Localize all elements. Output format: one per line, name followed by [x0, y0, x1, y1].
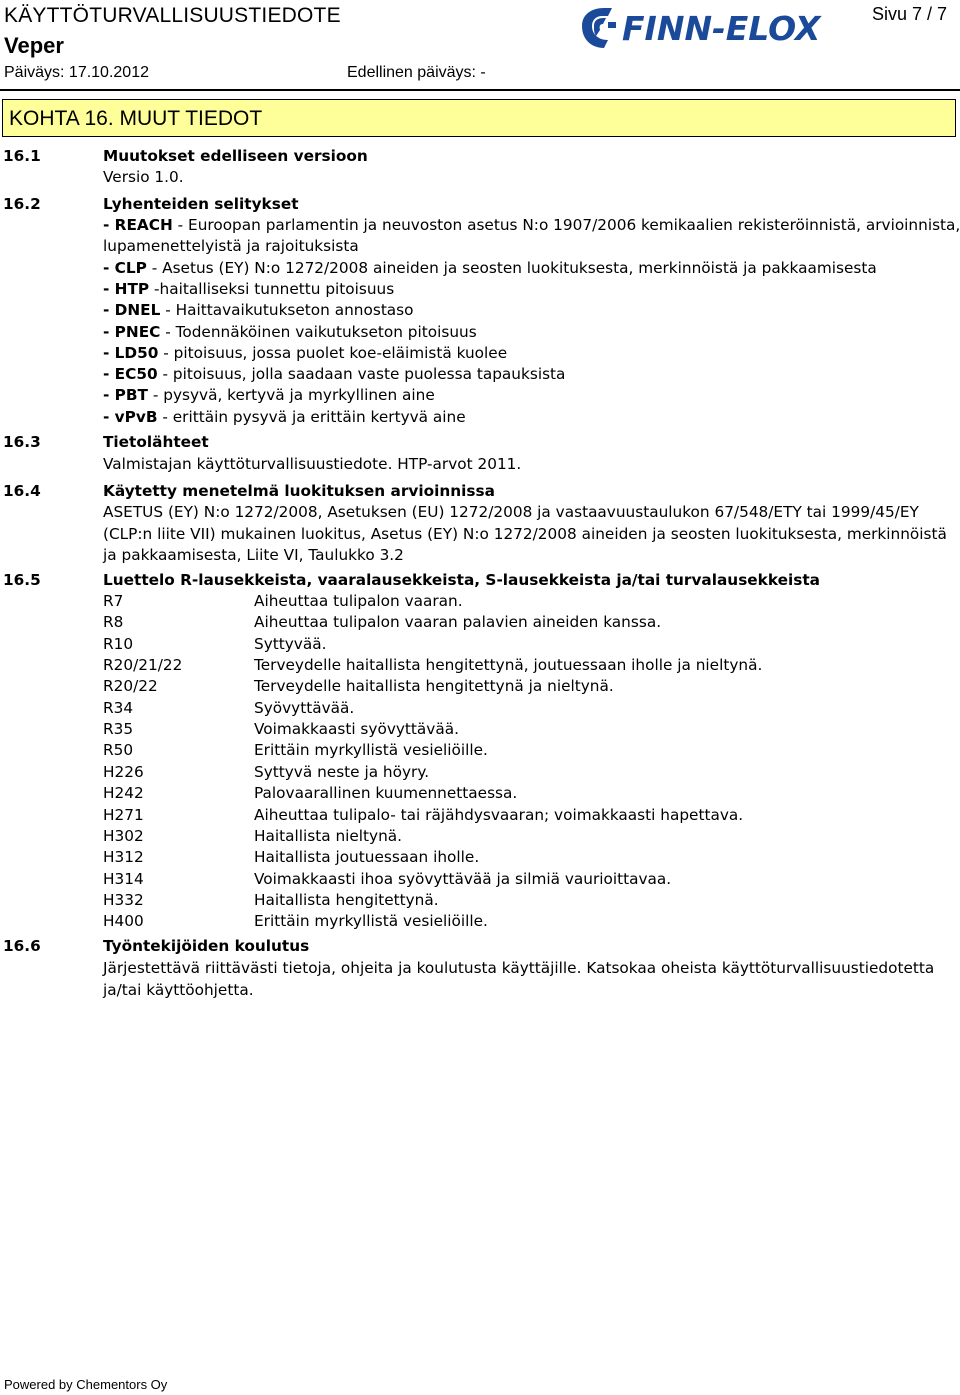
subsection-number: 16.3 — [3, 433, 41, 451]
method-text-line: ASETUS (EY) N:o 1272/2008, Asetuksen (EU) 1272/2008 ja vastaavuustaulukon 67/548/ETY tai 1999/45/EY — [103, 503, 919, 521]
abbreviation-term: - vPvB — [103, 407, 158, 426]
phrase-text: Voimakkaasti ihoa syövyttävää ja silmiä vaurioittavaa. — [254, 869, 672, 888]
subsection-title: Työntekijöiden koulutus — [103, 937, 310, 955]
header-divider — [0, 89, 960, 91]
abbreviation-description: - pitoisuus, jossa puolet koe-eläimistä kuolee — [158, 343, 508, 362]
finn-elox-logo — [578, 4, 834, 52]
phrase-code: H226 — [103, 762, 144, 781]
phrase-text: Haitallista hengitettynä. — [254, 890, 439, 909]
abbreviation-term: - DNEL — [103, 301, 161, 320]
abbreviation-item — [103, 258, 877, 279]
phrase-code: H302 — [103, 826, 144, 845]
version-text: Versio 1.0. — [103, 168, 184, 186]
phrase-text: Terveydelle haitallista hengitettynä ja nieltynä. — [254, 677, 614, 696]
phrase-text: Syttyvää. — [254, 634, 327, 653]
logo-text: FINN-ELOX — [622, 9, 821, 48]
phrase-code: R35 — [103, 720, 134, 739]
phrase-code: H242 — [103, 784, 144, 803]
phrase-code: H332 — [103, 890, 144, 909]
abbreviation-description: lupamenettelyistä ja rajoituksista — [103, 237, 359, 256]
phrase-text: Erittäin myrkyllistä vesieliöille. — [254, 741, 488, 760]
phrase-text: Syttyvä neste ja höyry. — [254, 762, 430, 781]
subsection-number: 16.1 — [3, 147, 41, 165]
abbreviation-description: - Haittavaikutukseton annostaso — [160, 301, 414, 320]
abbreviation-item — [103, 407, 466, 428]
phrase-code: R34 — [103, 698, 134, 717]
abbreviation-item — [103, 236, 359, 257]
abbreviation-description: -haitalliseksi tunnettu pitoisuus — [149, 279, 395, 298]
abbreviation-description: - Todennäköinen vaikutukseton pitoisuus — [160, 322, 477, 341]
subsection-title: Luettelo R-lausekkeista, vaaralausekkeista, S-lausekkeista ja/tai turvalausekkeista — [103, 571, 820, 589]
abbreviation-term: - EC50 — [103, 365, 158, 384]
phrase-text: Haitallista joutuessaan iholle. — [254, 848, 480, 867]
phrase-text: Haitallista nieltynä. — [254, 826, 403, 845]
subsection-title: Tietolähteet — [103, 433, 209, 451]
phrase-code: R10 — [103, 634, 134, 653]
section-title: KOHTA 16. MUUT TIEDOT — [9, 107, 263, 130]
abbreviation-term: - HTP — [103, 279, 150, 298]
phrase-text: Syövyttävää. — [254, 698, 355, 717]
abbreviation-item — [103, 343, 507, 364]
phrase-text: Aiheuttaa tulipalo- tai räjähdysvaaran; voimakkaasti hapettava. — [254, 805, 744, 824]
footer-text: Powered by Chementors Oy — [4, 1377, 168, 1392]
phrase-code: R7 — [103, 592, 124, 610]
subsection-title: Käytetty menetelmä luokituksen arvioinnissa — [103, 482, 495, 500]
phrase-code: R20/22 — [103, 677, 158, 696]
abbreviation-description: - Asetus (EY) N:o 1272/2008 aineiden ja seosten luokituksesta, merkinnöistä ja pakkaamisesta — [146, 258, 877, 277]
subsection-number: 16.5 — [3, 571, 41, 589]
phrase-code: H312 — [103, 848, 144, 867]
training-text-line: ja/tai käyttöohjetta. — [103, 981, 254, 999]
abbreviation-item — [103, 322, 477, 343]
section-header-box — [2, 99, 956, 137]
abbreviation-term: - REACH — [103, 216, 173, 234]
abbreviation-term: - PNEC — [103, 322, 161, 341]
phrase-text: Palovaarallinen kuumennettaessa. — [254, 784, 518, 803]
phrase-text: Aiheuttaa tulipalon vaaran. — [254, 592, 463, 610]
abbreviation-description: - pysyvä, kertyvä ja myrkyllinen aine — [147, 386, 435, 405]
logo-mark-icon — [582, 8, 616, 48]
subsection-number: 16.2 — [3, 195, 41, 213]
phrase-text: Terveydelle haitallista hengitettynä, joutuessaan iholle ja nieltynä. — [254, 656, 763, 675]
abbreviation-term: - CLP — [103, 258, 147, 277]
phrase-code: H271 — [103, 805, 144, 824]
phrase-code: H400 — [103, 912, 144, 931]
phrase-code: R20/21/22 — [103, 656, 183, 675]
previous-date: Edellinen päiväys: - — [347, 64, 486, 81]
phrase-code: H314 — [103, 869, 144, 888]
abbreviation-item — [103, 364, 565, 385]
subsection-title: Muutokset edelliseen versioon — [103, 147, 368, 165]
issue-date: Päiväys: 17.10.2012 — [4, 64, 149, 81]
method-text-line: (CLP:n liite VII) mukainen luokitus, Asetus (EY) N:o 1272/2008 aineiden ja seosten luokituksesta, merkinnöistä — [103, 525, 947, 543]
document-title: KÄYTTÖTURVALLISUUSTIEDOTE — [4, 4, 341, 27]
subsection-number: 16.4 — [3, 482, 41, 500]
phrase-text: Erittäin myrkyllistä vesieliöille. — [254, 912, 488, 931]
abbreviation-item — [103, 385, 435, 406]
training-text-line: Järjestettävä riittävästi tietoja, ohjeita ja koulutusta käyttäjille. Katsokaa oheista käyttöturvallisuustiedotetta — [103, 959, 935, 977]
page-number: Sivu 7 / 7 — [872, 4, 948, 24]
abbreviation-description: - Euroopan parlamentin ja neuvoston asetus N:o 1907/2006 kemikaalien rekisteröinnistä, arvioinnista, — [172, 216, 960, 234]
subsection-number: 16.6 — [3, 937, 41, 955]
abbreviation-term: - LD50 — [103, 343, 159, 362]
abbreviation-item — [103, 300, 414, 321]
abbreviation-item — [103, 279, 394, 300]
method-text-line: ja pakkaamisesta, Liite VI, Taulukko 3.2 — [103, 546, 404, 564]
phrase-text: Aiheuttaa tulipalon vaaran palavien aineiden kanssa. — [254, 613, 662, 632]
product-name: Veper — [4, 33, 64, 58]
abbreviation-description: - erittäin pysyvä ja erittäin kertyvä aine — [157, 407, 466, 426]
abbreviation-item — [103, 215, 960, 236]
abbreviation-description: - pitoisuus, jolla saadaan vaste puolessa tapauksista — [157, 365, 566, 384]
sources-text: Valmistajan käyttöturvallisuustiedote. HTP-arvot 2011. — [103, 455, 522, 473]
phrase-code: R8 — [103, 613, 124, 632]
abbreviation-term: - PBT — [103, 386, 148, 405]
phrase-text: Voimakkaasti syövyttävää. — [254, 720, 459, 739]
subsection-title: Lyhenteiden selitykset — [103, 195, 299, 213]
phrase-code: R50 — [103, 741, 134, 760]
